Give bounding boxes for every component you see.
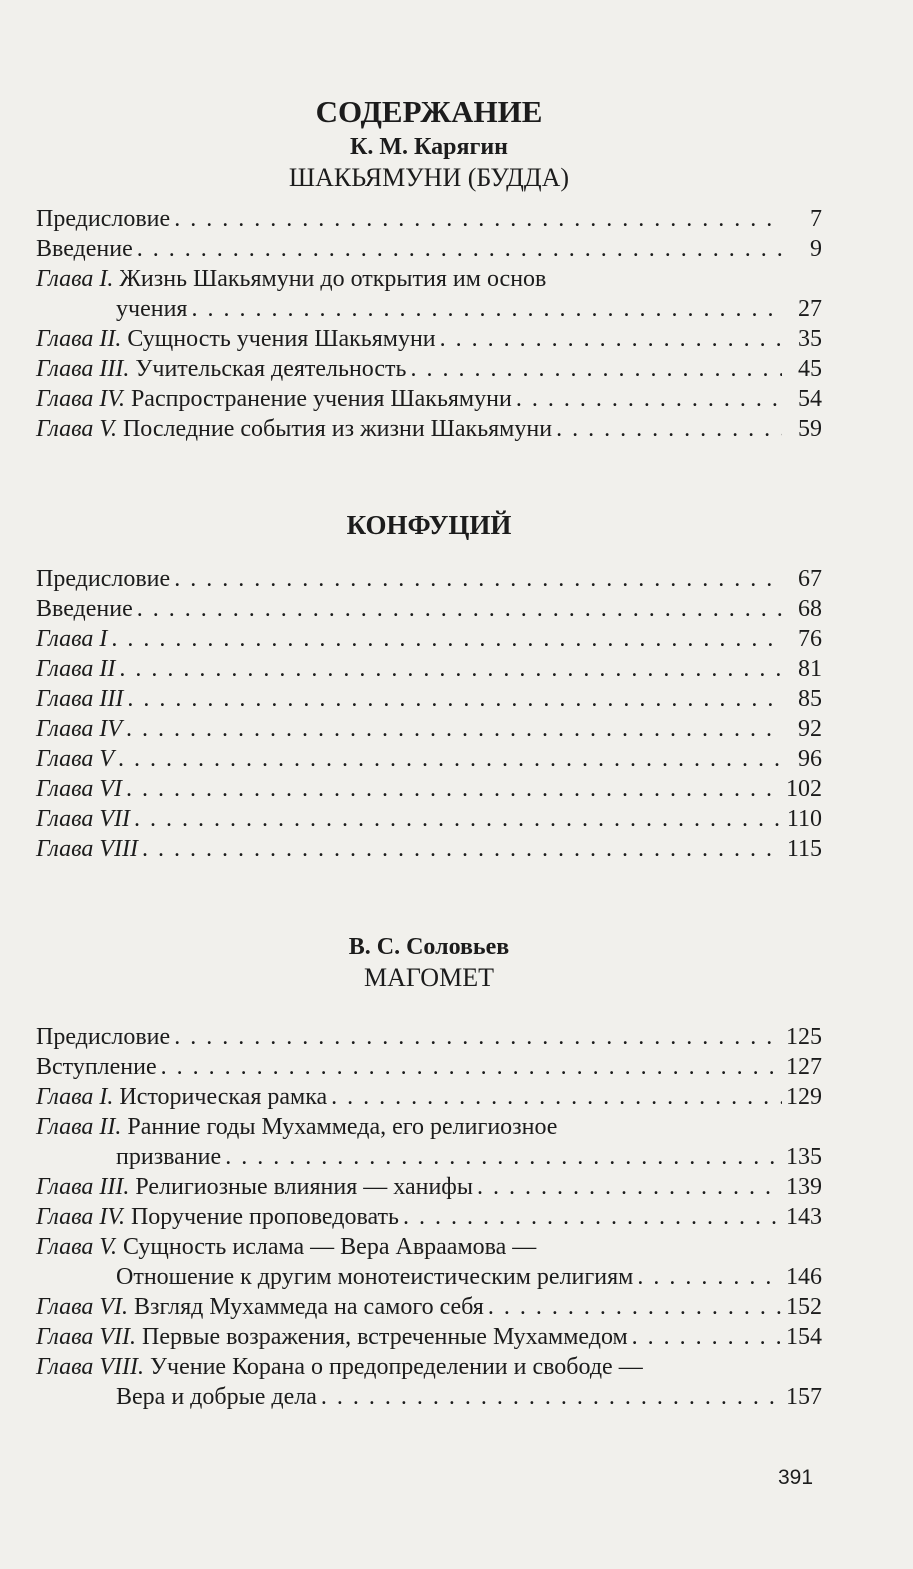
toc-entry [36, 654, 822, 684]
entry-label [36, 564, 170, 594]
entry-label [36, 774, 122, 804]
toc-entries [36, 564, 822, 864]
entry-title: Первые возражения, встреченные Мухаммедом [136, 1324, 628, 1350]
entry-label [36, 414, 552, 444]
page-number: 391 [778, 1466, 814, 1489]
entry-label [36, 354, 406, 384]
toc-entry [36, 714, 822, 744]
toc-entry [36, 1172, 822, 1202]
entry-title: Поручение проповедовать [124, 1204, 399, 1230]
entry-title: Сущность учения Шакьямуни [121, 326, 436, 352]
entry-page-number: 110 [786, 806, 822, 832]
entry-page-number: 81 [798, 656, 822, 682]
entry-label [36, 804, 130, 834]
entry-page-number: 154 [786, 1324, 822, 1350]
section-author: К. М. Карягин [349, 134, 509, 160]
entry-label [36, 1352, 643, 1382]
dot-leader [321, 1382, 782, 1412]
section-shakyamuni [36, 132, 822, 444]
dot-leader [403, 1202, 782, 1232]
dot-leader [119, 654, 782, 684]
chapter-number: Глава VIII [36, 836, 139, 862]
entry-page-number: 92 [798, 716, 822, 742]
entry-page-number: 27 [798, 296, 822, 322]
dot-leader [126, 714, 782, 744]
entry-label [36, 1232, 536, 1262]
toc-entry [36, 414, 822, 444]
entry-label [36, 234, 133, 264]
entry-page-number: 127 [786, 1054, 822, 1080]
entry-title: Введение [36, 236, 133, 262]
entry-label [36, 1082, 327, 1112]
toc [36, 92, 822, 1412]
entry-title: Распространение учения Шакьямуни [124, 386, 512, 412]
chapter-number: Глава VI. [36, 1294, 129, 1320]
section-confucius [36, 508, 822, 864]
toc-entry-continuation [36, 1382, 822, 1412]
dot-leader [118, 744, 782, 774]
entry-label [36, 1052, 157, 1082]
entry-title: Учительская деятельность [129, 356, 407, 382]
entry-title: Религиозные влияния — ханифы [129, 1174, 473, 1200]
entry-page-number: 68 [798, 596, 822, 622]
toc-entries [36, 1022, 822, 1412]
entry-page-number: 135 [786, 1144, 822, 1170]
entry-page-number: 67 [798, 566, 822, 592]
toc-entry [36, 564, 822, 594]
toc-entry [36, 264, 822, 294]
toc-entry [36, 624, 822, 654]
chapter-number: Глава II [36, 656, 116, 682]
entry-label [36, 204, 170, 234]
entry-label [36, 714, 122, 744]
toc-entries [36, 204, 822, 444]
toc-entry-continuation [36, 294, 822, 324]
entry-label [36, 834, 138, 864]
toc-entry [36, 1322, 822, 1352]
toc-entry [36, 1292, 822, 1322]
toc-entry [36, 354, 822, 384]
chapter-number: Глава II. [36, 1114, 122, 1140]
entry-page-number: 125 [786, 1024, 822, 1050]
entry-page-number: 9 [810, 236, 822, 262]
entry-label [36, 1172, 473, 1202]
entry-title: Сущность ислама — Вера Авраамова — [116, 1234, 537, 1260]
entry-page-number: 59 [798, 416, 822, 442]
entry-label [36, 1292, 484, 1322]
chapter-number: Глава VI [36, 776, 123, 802]
entry-page-number: 7 [810, 206, 822, 232]
entry-label [36, 1322, 628, 1352]
toc-entry [36, 744, 822, 774]
chapter-number: Глава V. [36, 416, 117, 442]
entry-title-continued: Отношение к другим монотеистическим религиям [116, 1264, 634, 1290]
entry-title-continued: учения [116, 296, 188, 322]
entry-title: Взгляд Мухаммеда на самого себя [128, 1294, 484, 1320]
dot-leader [410, 354, 782, 384]
toc-entry [36, 774, 822, 804]
entry-page-number: 152 [786, 1294, 822, 1320]
dot-leader [137, 234, 782, 264]
entry-page-number: 102 [786, 776, 822, 802]
toc-entry [36, 1352, 822, 1382]
chapter-number: Глава I. [36, 1084, 114, 1110]
dot-leader [516, 384, 782, 414]
entry-title: Ранние годы Мухаммеда, его религиозное [121, 1114, 558, 1140]
entry-label [36, 654, 115, 684]
dot-leader [137, 594, 782, 624]
entry-label [36, 264, 546, 294]
entry-title: Предисловие [36, 1024, 171, 1050]
chapter-number: Глава V [36, 746, 115, 772]
entry-title-continued: Вера и добрые дела [116, 1384, 317, 1410]
dot-leader [174, 204, 782, 234]
entry-page-number: 143 [786, 1204, 822, 1230]
chapter-number: Глава IV [36, 716, 123, 742]
entry-page-number: 146 [786, 1264, 822, 1290]
dot-leader [556, 414, 782, 444]
dot-leader [127, 684, 782, 714]
chapter-number: Глава III. [36, 1174, 130, 1200]
toc-entry [36, 1082, 822, 1112]
toc-entry [36, 1022, 822, 1052]
dot-leader [331, 1082, 782, 1112]
entry-label [36, 684, 123, 714]
toc-entry [36, 1052, 822, 1082]
entry-title: Вступление [36, 1054, 157, 1080]
dot-leader [477, 1172, 782, 1202]
entry-label [36, 1202, 399, 1232]
dot-leader [134, 804, 782, 834]
toc-entry-continuation [36, 1142, 822, 1172]
entry-label [36, 324, 436, 354]
chapter-number: Глава IV. [36, 1204, 125, 1230]
dot-leader [191, 294, 782, 324]
chapter-number: Глава VIII. [36, 1354, 145, 1380]
entry-page-number: 157 [786, 1384, 822, 1410]
entry-page-number: 115 [786, 836, 822, 862]
toc-entry [36, 594, 822, 624]
entry-label [36, 384, 512, 414]
entry-page-number: 45 [798, 356, 822, 382]
dot-leader [637, 1262, 782, 1292]
dot-leader [632, 1322, 782, 1352]
chapter-number: Глава V. [36, 1234, 117, 1260]
entry-label [36, 594, 133, 624]
section-work-title: КОНФУЦИЙ [346, 510, 512, 540]
toc-entry [36, 804, 822, 834]
dot-leader [174, 1022, 782, 1052]
dot-leader [126, 774, 782, 804]
dot-leader [440, 324, 782, 354]
entry-title: Историческая рамка [113, 1084, 328, 1110]
toc-heading: СОДЕРЖАНИЕ [315, 94, 543, 129]
chapter-number: Глава III [36, 686, 124, 712]
dot-leader [225, 1142, 782, 1172]
chapter-number: Глава I. [36, 266, 114, 292]
dot-leader [161, 1052, 782, 1082]
chapter-number: Глава I [36, 626, 108, 652]
entry-page-number: 35 [798, 326, 822, 352]
toc-entry [36, 384, 822, 414]
toc-entry [36, 834, 822, 864]
entry-title: Предисловие [36, 566, 171, 592]
entry-title: Учение Корана о предопределении и свободе — [144, 1354, 643, 1380]
entry-label [36, 1022, 170, 1052]
chapter-number: Глава II. [36, 326, 122, 352]
toc-entry-continuation [36, 1262, 822, 1292]
entry-page-number: 54 [798, 386, 822, 412]
entry-label [36, 744, 114, 774]
entry-title: Жизнь Шакьямуни до открытия им основ [113, 266, 547, 292]
section-magomet [36, 932, 822, 1412]
section-work-title: ШАКЬЯМУНИ (БУДДА) [288, 163, 570, 192]
dot-leader [174, 564, 782, 594]
dot-leader [142, 834, 782, 864]
toc-entry [36, 1232, 822, 1262]
section-work-title: МАГОМЕТ [364, 963, 494, 992]
toc-entry [36, 1112, 822, 1142]
section-author: В. С. Соловьев [348, 934, 510, 960]
entry-page-number: 96 [798, 746, 822, 772]
entry-label [36, 1112, 557, 1142]
chapter-number: Глава VII. [36, 1324, 137, 1350]
toc-entry [36, 234, 822, 264]
toc-entry [36, 204, 822, 234]
toc-entry [36, 1202, 822, 1232]
chapter-number: Глава IV. [36, 386, 125, 412]
dot-leader [488, 1292, 782, 1322]
entry-title: Последние события из жизни Шакьямуни [116, 416, 553, 442]
entry-page-number: 139 [786, 1174, 822, 1200]
dot-leader [111, 624, 782, 654]
entry-page-number: 76 [798, 626, 822, 652]
toc-entry [36, 684, 822, 714]
entry-label [36, 624, 107, 654]
entry-title-continued: призвание [116, 1144, 222, 1170]
entry-page-number: 85 [798, 686, 822, 712]
chapter-number: Глава VII [36, 806, 131, 832]
entry-page-number: 129 [786, 1084, 822, 1110]
chapter-number: Глава III. [36, 356, 130, 382]
toc-entry [36, 324, 822, 354]
entry-title: Введение [36, 596, 133, 622]
entry-title: Предисловие [36, 206, 171, 232]
